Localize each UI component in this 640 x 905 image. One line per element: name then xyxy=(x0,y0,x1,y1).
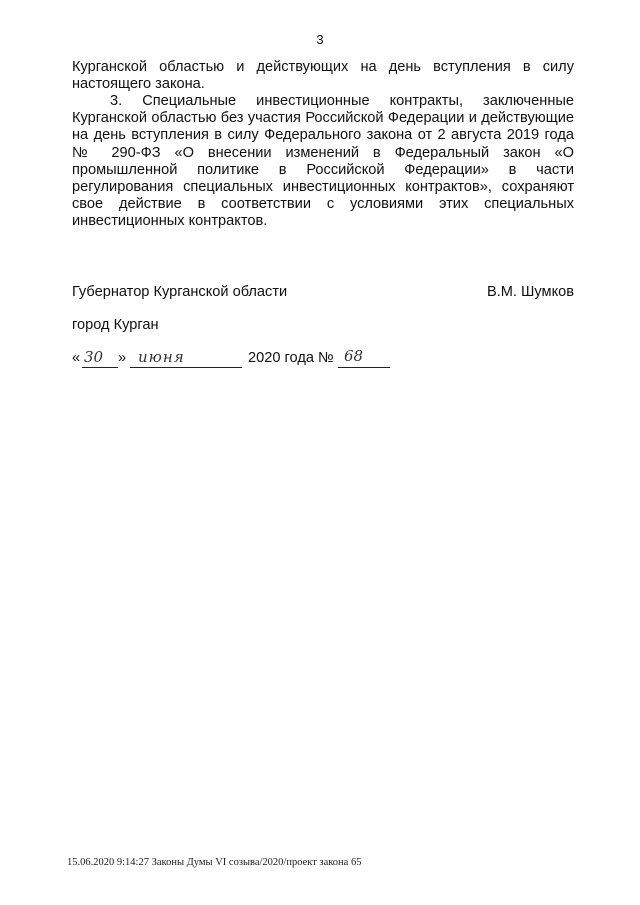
date-close-quote: » xyxy=(118,350,127,366)
date-month-handwritten: июня xyxy=(138,348,185,366)
document-number-handwritten: 68 xyxy=(344,347,364,365)
date-open-quote: « xyxy=(72,350,81,366)
signatory-name: В.М. Шумков xyxy=(486,284,574,300)
month-underline xyxy=(130,367,242,368)
city-line: город Курган xyxy=(72,317,159,333)
paragraph-3-investment-contracts: 3. Специальные инвестиционные контракты, заключенные Курганской областью без участия Российской Федерации и действующие на день вступления в силу Федерального закона от 2 августа 2019 года № 290-ФЗ «О внесении изменений в Федеральный закон «О промышленной политике в Российской Федерации» в части регулирования специальных инвестиционных контрактов», сохраняют свое действие в соответствии с условиями этих специальных инвестиционных контрактов. xyxy=(72,93,574,230)
date-year-text: 2020 года № xyxy=(248,350,334,366)
day-underline xyxy=(82,367,118,368)
signatory-position: Губернатор Курганской области xyxy=(72,284,288,300)
file-path-footer: 15.06.2020 9:14:27 Законы Думы VI созыва/2020/проект закона 65 xyxy=(67,857,362,868)
page-number: 3 xyxy=(316,32,324,47)
date-day-handwritten: 30 xyxy=(84,348,104,366)
paragraph-continuation: Курганской областью и действующих на день вступления в силу настоящего закона. xyxy=(72,59,574,93)
date-line xyxy=(72,347,492,374)
number-underline xyxy=(338,367,390,368)
